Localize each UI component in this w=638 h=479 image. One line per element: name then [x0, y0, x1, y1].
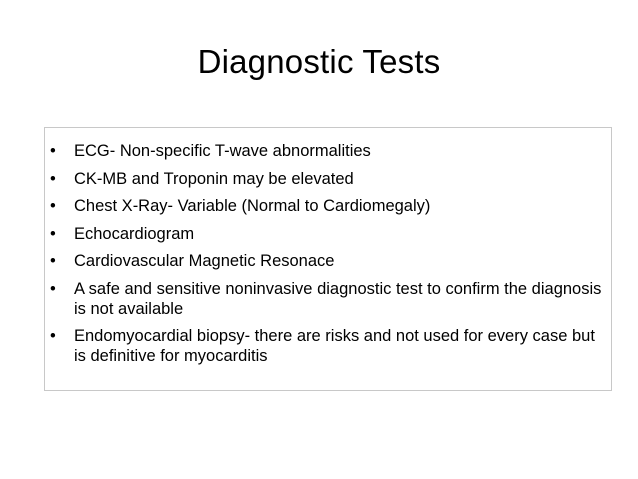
- bullet-item: [50, 196, 610, 216]
- bullet-list: [50, 141, 610, 374]
- bullet-item: [50, 224, 610, 244]
- bullet-icon: •: [50, 142, 56, 160]
- bullet-item: [50, 141, 610, 161]
- bullet-item: [50, 279, 610, 319]
- content-box: [44, 127, 612, 391]
- slide-title: Diagnostic Tests: [197, 43, 441, 80]
- bullet-item: [50, 326, 610, 366]
- bullet-icon: •: [50, 169, 56, 188]
- bullet-text: Echocardiogram: [74, 224, 195, 243]
- bullet-text: Cardiovascular Magnetic Resonace: [74, 252, 335, 270]
- bullet-text: ECG- Non-specific T-wave abnormalities: [74, 142, 371, 160]
- bullet-icon: •: [50, 252, 56, 270]
- bullet-text: Endomyocardial biopsy- there are risks and not used for every case but is definitive for myocarditis: [74, 327, 595, 365]
- bullet-text: A safe and sensitive noninvasive diagnostic test to confirm the diagnosis is not available: [74, 279, 602, 318]
- bullet-icon: •: [50, 279, 56, 298]
- bullet-icon: •: [50, 224, 56, 243]
- bullet-text: Chest X-Ray- Variable (Normal to Cardiomegaly): [74, 197, 431, 215]
- bullet-icon: •: [50, 327, 56, 345]
- bullet-item: [50, 251, 610, 271]
- bullet-text: CK-MB and Troponin may be elevated: [74, 169, 354, 188]
- bullet-item: [50, 169, 610, 189]
- bullet-icon: •: [50, 197, 56, 215]
